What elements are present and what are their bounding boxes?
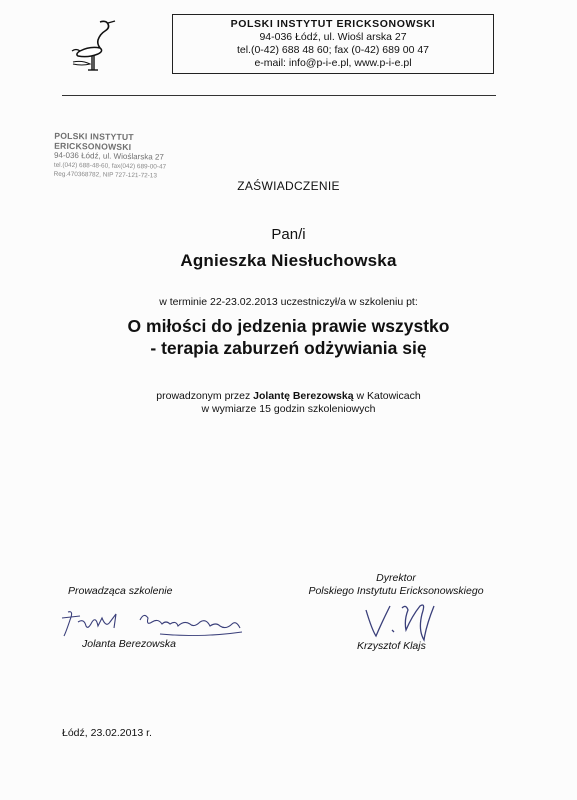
institute-stamp bbox=[54, 132, 205, 182]
director-signatory-name: Krzysztof Klajs bbox=[357, 640, 426, 652]
institute-phone: tel.(0-42) 688 48 60; fax (0-42) 689 00 47 bbox=[236, 44, 430, 56]
stamp-line-4: Reg.470368782, NIP 727-121-72-13 bbox=[53, 170, 158, 180]
salutation: Pan/i bbox=[271, 226, 306, 243]
letterhead-box bbox=[172, 14, 494, 74]
director-role: Dyrektor Polskiego Instytutu Ericksonowskiego bbox=[308, 572, 484, 597]
recipient-name: Agnieszka Niesłuchowska bbox=[180, 251, 397, 270]
led-by-line: prowadzonym przez Jolantę Berezowską w Katowicach bbox=[156, 390, 421, 402]
hours-line: w wymiarze 15 godzin szkoleniowych bbox=[201, 403, 376, 415]
trainer-signature-icon bbox=[60, 608, 250, 640]
place-and-date: Łódź, 23.02.2013 r. bbox=[62, 727, 152, 739]
course-title bbox=[0, 315, 577, 359]
institute-email: e-mail: info@p-i-e.pl, www.p-i-e.pl bbox=[254, 57, 412, 69]
header-divider bbox=[62, 95, 496, 96]
trainer-role: Prowadząca szkolenie bbox=[68, 585, 173, 597]
course-details bbox=[0, 390, 577, 416]
document-title: ZAŚWIADCZENIE bbox=[237, 179, 340, 193]
institute-address: 94-036 Łódź, ul. Wiośl arska 27 bbox=[259, 31, 407, 43]
stamp-line-2: 94-036 Łódź, ul. Wioślarska 27 bbox=[53, 150, 164, 162]
stamp-line-1: POLSKI INSTYTUT ERICKSONOWSKI bbox=[54, 130, 134, 152]
trainer-name: Jolantę Berezowską bbox=[253, 390, 354, 402]
term-line: w terminie 22-23.02.2013 uczestniczył/a w szkoleniu pt: bbox=[159, 296, 418, 308]
course-title-line-1: O miłości do jedzenia prawie wszystko bbox=[127, 316, 450, 336]
institute-name: POLSKI INSTYTUT ERICKSONOWSKI bbox=[230, 18, 436, 30]
course-title-line-2: - terapia zaburzeń odżywiania się bbox=[150, 338, 427, 358]
stork-logo-icon bbox=[70, 18, 116, 74]
stamp-line-3: tel.(042) 688-48-60, fax(042) 689-00-47 bbox=[53, 161, 167, 171]
trainer-signatory-name: Jolanta Berezowska bbox=[82, 638, 176, 650]
director-signature-icon bbox=[362, 600, 452, 645]
